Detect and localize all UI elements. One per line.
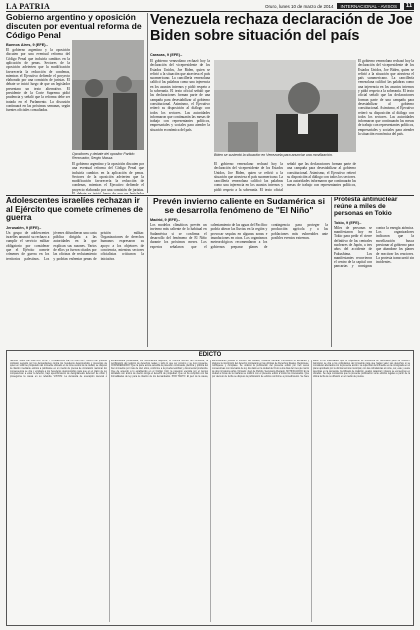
edicto-notice	[6, 350, 414, 626]
body-adolescentes: Un grupo de adolescentes israelíes anunció su rechazo a cumplir el servicio militar obligatorio por considerar que el Ejército comete crímenes de guerra en los territorios palestinos. Los jóvenes difundieron una carta pública dirigida a las autoridades en la que explican sus razones. Varios de ellos ya fueron citados por las oficinas de reclutamiento y podrían enfrentar penas de prisión militar. Organizaciones de derechos humanos expresaron su apoyo a los objetores de conciencia, mientras sectores oficialistas criticaron la iniciativa.	[6, 230, 144, 261]
body-tokio: Miles de personas se manifestaron hoy en Tokio para pedir el cierre definitivo de las centrales nucleares de Japón, a tres años del accidente de Fukushima. Los manifestantes recorrieron el centro de la capital con pancartas y consignas contra la energía atómica. Los organizadores indicaron que la movilización busca presionar al gobierno para que abandone los planes de reactivar los reactores. La protesta transcurrió sin incidentes.	[334, 225, 414, 269]
edicto-body: SENOR JUEZ DE PARTIDO CIVIL Y COMERCIAL DE LA CAPITAL.- Dentro del proceso ordinario seguido por los demandantes contra los herederos desconocidos y presuntos de quien en vida fue propietario del inmueble ubicado en la zona central de la ciudad, se dispuso la citación mediante edictos a publicarse en un medio de prensa de circulación nacional. En consecuencia se cita y emplaza a los herederos desconocidos para que en el plazo de ley comparezcan a estar a derecho, bajo apercibimiento de designárseles defensor de oficio y proseguirse la causa en su rebeldía. VISTOS: La demanda de usucapión decenal o extraordinaria presentada, los documentos adjuntos, el informe técnico del inmueble, la certificación del registro de derechos reales y todo lo que ver convino y se tuvo presente. CONSIDERANDO: Que la parte actora acredita la posesión continuada, pacífica y pública del bien inmueble por más de diez años, conforme a la prueba testifical y documental producida. Que de acuerdo a lo establecido en el Código Civil, la posesión ejercida por el tiempo señalado con ánimo de dueño otorga el derecho de propiedad. Que se ha cumplido con las formalidades de ley para la citación de los demandados. POR TANTO: El juez de la causa, administrando justicia a nombre del Estado, resuelve declarar PROBADA la demanda y dispone la inscripción del derecho propietario en las oficinas de Derechos Reales. Regístrese, notifíquese y cúmplase. Se ordena la publicación del presente edicto por tres veces consecutivas con intervalos de ley. Es dado en la ciudad de Oruro a los días del mes de marzo de dos mil catorce años. Firmado: Juez de Partido, Secretario Abogado. NOTIFICACIÓN: En la ciudad a horas de la mañana se notificó con el presente edicto a todos los interesados. Que por decreto de fecha se dispuso la publicación de edictos conforme a procedimiento. Se hace saber a los interesados que el expediente se encuentra en secretaría para su revisión. Asimismo se cita a los colindantes del inmueble para que hagan valer sus derechos si se consideran afectados con la presente acción. La superficie del inmueble es la consignada en el plano aprobado por la oficina técnica municipal, con las colindancias al norte, sur, este y oeste descritas en la demanda. Certificado de tradición, avalúo catastral y planos se encuentran en obrados. Se deja constancia que la presente publicación surte efectos legales a partir de la última fecha de su difusión en el medio de prensa.	[10, 360, 410, 378]
headline-invierno: Prevén invierno caliente en Sudamérica si se desarrolla fenómeno de "El Niño"	[153, 197, 325, 216]
issue-date: Oruro, lunes 10 de marzo de 2014	[264, 3, 334, 9]
body-invierno: Los modelos climáticos prevén un invierno más caliente de lo habitual en Sudamérica si se confirma el desarrollo del fenómeno de El Niño durante los próximos meses. Los expertos señalaron que el calentamiento de las aguas del Pacífico podría alterar las lluvias en la región y provocar sequías en algunas zonas e inundaciones en otras. Los organismos meteorológicos recomendaron a los gobiernos preparar planes de contingencia para proteger la producción agrícola y a las poblaciones más vulnerables ante posibles eventos extremos.	[150, 223, 328, 249]
photo-argentina-image	[72, 40, 144, 150]
column-divider-2	[147, 197, 148, 347]
column-divider	[147, 13, 148, 193]
photo-venezuela-image	[214, 60, 356, 152]
dateline-adolescentes: Jerusalén, 9 (EFE).-	[6, 225, 42, 230]
article-invierno	[150, 197, 328, 347]
dateline-argentina: Buenos Aires, 9 (EFE).-	[6, 43, 48, 48]
folio	[265, 3, 414, 10]
page-header	[6, 2, 414, 10]
column-divider-3	[331, 197, 332, 347]
body-venezuela-col1: El gobierno venezolano rechazó hoy la declaración del vicepresidente de los Estados Unidos, Joe Biden, quien se refirió a la situación que atraviesa el país suramericano. La cancillería venezolana calificó las palabras como una injerencia en los asuntos internos y pidió respeto a la soberanía. El texto oficial señaló que las declaraciones forman parte de una campaña para desestabilizar al gobierno constitucional. Asimismo, el Ejecutivo reiteró su disposición al diálogo con todos los sectores. Las autoridades informaron que continuarán las mesas de trabajo con representantes políticos, empresariales y sociales para atender la situación económica del país.	[150, 59, 210, 132]
caption-argentina: Opositores y debate del opositor Partido Renovador, Sergio Massa.	[72, 152, 135, 160]
photo-venezuela	[214, 60, 356, 152]
edicto-title: EDICTO	[198, 352, 222, 358]
article-tokio	[334, 197, 414, 347]
section-tag: INTERNACIONAL - AVISOS	[337, 3, 400, 9]
dateline-venezuela: Caracas, 9 (EFE).-	[150, 53, 183, 57]
masthead: LA PATRIA	[6, 1, 50, 11]
article-adolescentes	[6, 197, 144, 347]
body-venezuela-col4: El gobierno venezolano rechazó hoy la declaración del vicepresidente de los Estados Unidos, Joe Biden, quien se refirió a la situación que atraviesa el país suramericano. La cancillería venezolana calificó las palabras como una injerencia en los asuntos internos y pidió respeto a la soberanía. El texto oficial señaló que las declaraciones forman parte de una campaña para desestabilizar al gobierno constitucional. Asimismo, el Ejecutivo reiteró su disposición al diálogo con todos los sectores. Las autoridades informaron que continuarán las mesas de trabajo con representantes políticos, empresariales y sociales para atender la situación económica del país.	[358, 59, 414, 137]
dateline-invierno: Madrid, 9 (EFE).-	[150, 218, 180, 223]
headline-tokio: Protesta antinuclear reúne a miles de personas en Tokio	[334, 197, 398, 217]
photo-argentina	[72, 40, 144, 150]
headline-adolescentes: Adolescentes israelíes rechazan ir al Ejército que comete crímenes de guerra	[6, 197, 143, 223]
article-venezuela-head	[150, 13, 414, 53]
page-number: 11	[405, 3, 413, 9]
section-rule	[6, 195, 414, 196]
dateline-tokio: Tokio, 9 (EFE).-	[334, 220, 362, 225]
caption-venezuela: Biden se sustentó la situación en Venezuela para anunciar una movilización.	[214, 153, 333, 157]
headline-argentina: Gobierno argentino y oposición discuten por eventual reforma de Código Penal	[6, 13, 142, 41]
body-venezuela-lower: El gobierno venezolano rechazó hoy la declaración del vicepresidente de los Estados Unidos, Joe Biden, quien se refirió a la situación que atraviesa el país suramericano. La cancillería venezolana calificó las palabras como una injerencia en los asuntos internos y pidió respeto a la soberanía. El texto oficial señaló que las declaraciones forman parte de una campaña para desestabilizar al gobierno constitucional. Asimismo, el Ejecutivo reiteró su disposición al diálogo con todos los sectores. Las autoridades informaron que continuarán las mesas de trabajo con representantes políticos,	[214, 162, 356, 192]
body-argentina-cont: El gobierno argentino y la oposición discuten por una eventual reforma del Código Penal que incluiría cambios en la aplicación de penas. Sectores de la oposición advierten que la modificación favorecería la reducción de condenas, mientras el Ejecutivo defiende el proyecto elaborado por una comisión de juristas.	[72, 162, 144, 192]
headline-venezuela: Venezuela rechaza declaración de Joe Biden sobre situación del país	[150, 13, 413, 44]
header-rule	[6, 11, 414, 12]
body-argentina: El gobierno argentino y la oposición discuten por una eventual reforma del Código Penal que incluiría cambios en la aplicación de penas. Sectores de la oposición advierten que la modificación favorecería la reducción de condenas, mientras el Ejecutivo defiende el proyecto elaborado por una comisión de juristas. El debate se inició luego de que un legislador presentara un texto alternativo. El presidente de la Corte Suprema pidió prudencia y señaló que la reforma debe ser tratada en el Parlamento. La discusión continuará en las próximas semanas, según fuentes oficiales consultadas.	[6, 48, 70, 113]
